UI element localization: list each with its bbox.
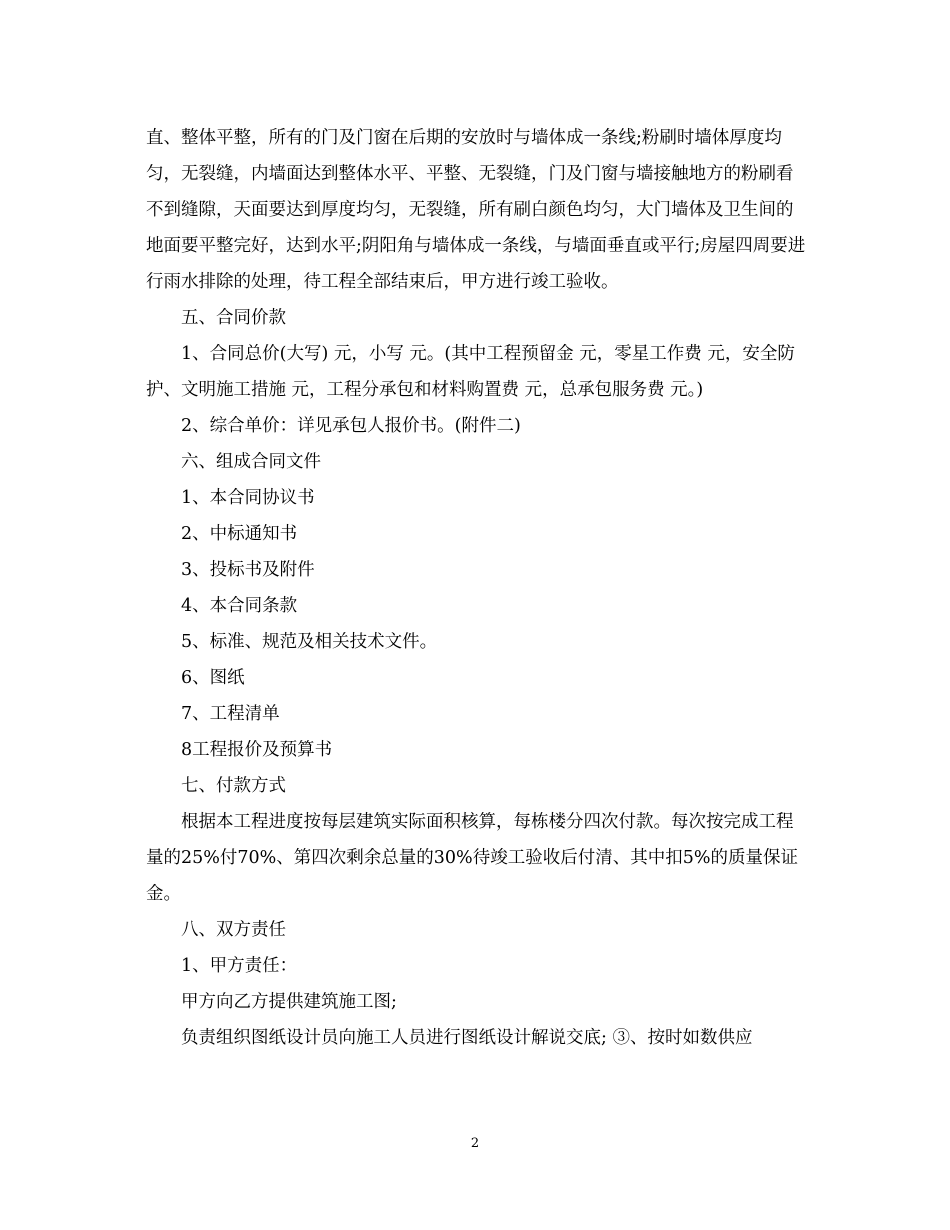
list-item-agreement: 1、本合同协议书 <box>181 488 315 508</box>
list-item-bid-documents: 3、投标书及附件 <box>181 560 315 580</box>
paragraph-unit-price: 2、综合单价：详见承包人报价书。(附件二) <box>181 416 521 436</box>
paragraph-payment-terms: 根据本工程进度按每层建筑实际面积核算，每栋楼分四次付款。每次按完成工程量的25%付70%、第四次剩余总量的30%待竣工验收后付清、其中扣5%的质量保证金。 <box>146 812 798 904</box>
paragraph-provide-drawings: 甲方向乙方提供建筑施工图; <box>181 992 397 1012</box>
heading-responsibilities: 八、双方责任 <box>181 920 286 940</box>
paragraph-construction-requirements: 直、整体平整，所有的门及门窗在后期的安放时与墙体成一条线;粉刷时墙体厚度均匀，无裂缝，内墙面达到整体水平、平整、无裂缝，门及门窗与墙接触地方的粉刷看不到缝隙，天面要达到厚度均匀，无裂缝，所有刷白颜色均匀，大门墙体及卫生间的地面要平整完好，达到水平;阴阳角与墙体成一条线，与墙面垂直或平行;房屋四周要进行雨水排除的处理，待工程全部结束后，甲方进行竣工验收。 <box>146 128 806 292</box>
heading-contract-price: 五、合同价款 <box>181 308 286 328</box>
list-item-bill-of-quantities: 7、工程清单 <box>181 704 280 724</box>
list-item-quotation-budget: 8工程报价及预算书 <box>181 740 333 760</box>
list-item-drawings: 6、图纸 <box>181 668 245 688</box>
paragraph-total-price: 1、合同总价(大写) 元，小写 元。(其中工程预留金 元，零星工作费 元，安全防护、文明施工措施 元，工程分承包和材料购置费 元，总承包服务费 元。) <box>146 344 795 400</box>
list-item-award-notice: 2、中标通知书 <box>181 524 298 544</box>
page-number: 2 <box>470 1136 480 1151</box>
document-body <box>146 120 806 1056</box>
list-item-standards: 5、标准、规范及相关技术文件。 <box>181 632 438 652</box>
subheading-party-a-responsibilities: 1、甲方责任： <box>181 956 298 976</box>
paragraph-design-briefing: 负责组织图纸设计员向施工人员进行图纸设计解说交底; ③、按时如数供应 <box>181 1028 753 1048</box>
heading-contract-documents: 六、组成合同文件 <box>181 452 321 472</box>
list-item-contract-terms: 4、本合同条款 <box>181 596 298 616</box>
heading-payment-method: 七、付款方式 <box>181 776 286 796</box>
